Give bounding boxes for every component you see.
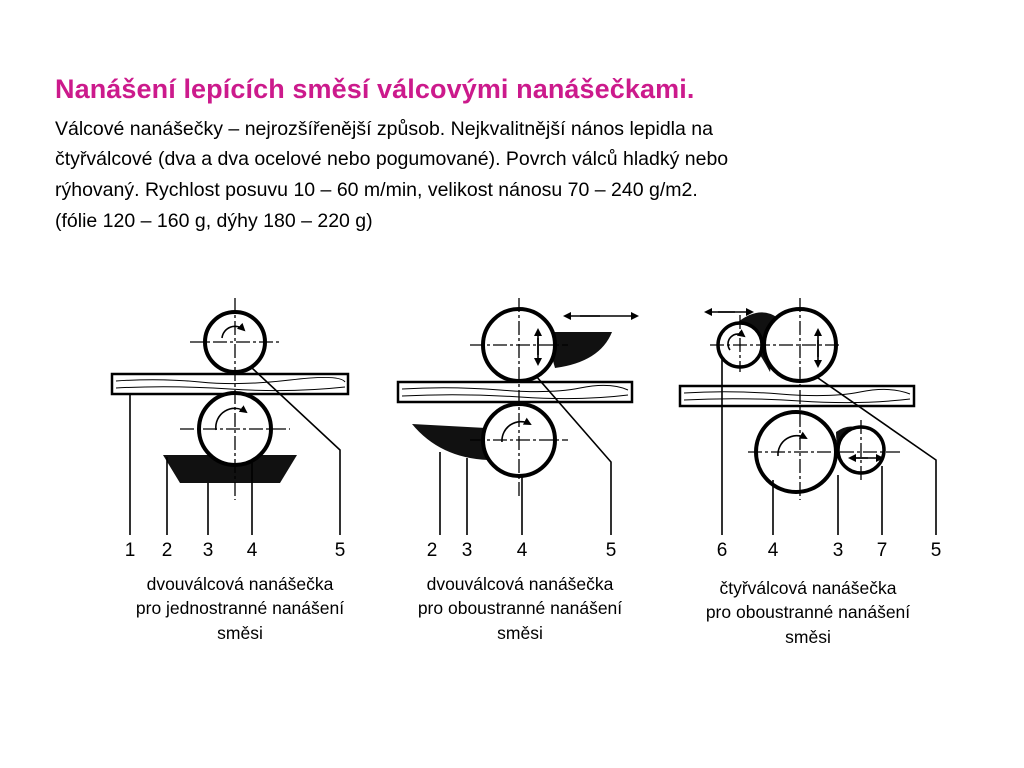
part-number: 4	[516, 540, 528, 561]
caption-line: pro oboustranné nanášení	[417, 598, 623, 618]
part-number: 5	[930, 540, 942, 561]
part-number: 5	[334, 540, 346, 561]
caption-line: pro oboustranné nanášení	[705, 602, 911, 622]
part-number: 7	[876, 540, 888, 561]
body-line-2: čtyřválcové (dva a dva ocelové nebo pogumované). Povrch válců hladký nebo	[55, 148, 729, 170]
caption-line: čtyřválcová nanášečka	[719, 578, 897, 598]
part-number: 5	[605, 540, 617, 561]
caption-line: pro jednostranné nanášení	[135, 598, 345, 618]
body-line-4: (fólie 120 – 160 g, dýhy 180 – 220 g)	[55, 210, 373, 232]
page-title: Nanášení lepících směsí válcovými nanášečkami.	[55, 74, 695, 104]
caption-line: směsi	[217, 623, 263, 643]
glue-trough-bottom	[412, 424, 488, 460]
part-number: 3	[832, 540, 844, 561]
diagram-double-side-four-roller	[680, 298, 941, 647]
part-number: 1	[124, 540, 136, 561]
body-line-1: Válcové nanášečky – nejrozšířenější způsob. Nejkvalitnější nános lepidla na	[55, 118, 713, 140]
diagram-double-side-two-roller	[398, 298, 637, 643]
part-number: 4	[767, 540, 779, 561]
caption-line: dvouválcová nanášečka	[146, 574, 334, 594]
board	[398, 382, 632, 402]
part-number: 2	[426, 540, 438, 561]
part-number: 6	[716, 540, 728, 561]
part-number: 3	[461, 540, 473, 561]
board	[680, 386, 914, 406]
part-number: 2	[161, 540, 173, 561]
diagram-single-side-two-roller	[112, 298, 348, 643]
part-number: 4	[246, 540, 258, 561]
caption-line: směsi	[497, 623, 543, 643]
part-number: 3	[202, 540, 214, 561]
body-line-3: rýhovaný. Rychlost posuvu 10 – 60 m/min, velikost nánosu 70 – 240 g/m2.	[55, 179, 698, 201]
caption-line: směsi	[785, 627, 831, 647]
caption-line: dvouválcová nanášečka	[426, 574, 614, 594]
